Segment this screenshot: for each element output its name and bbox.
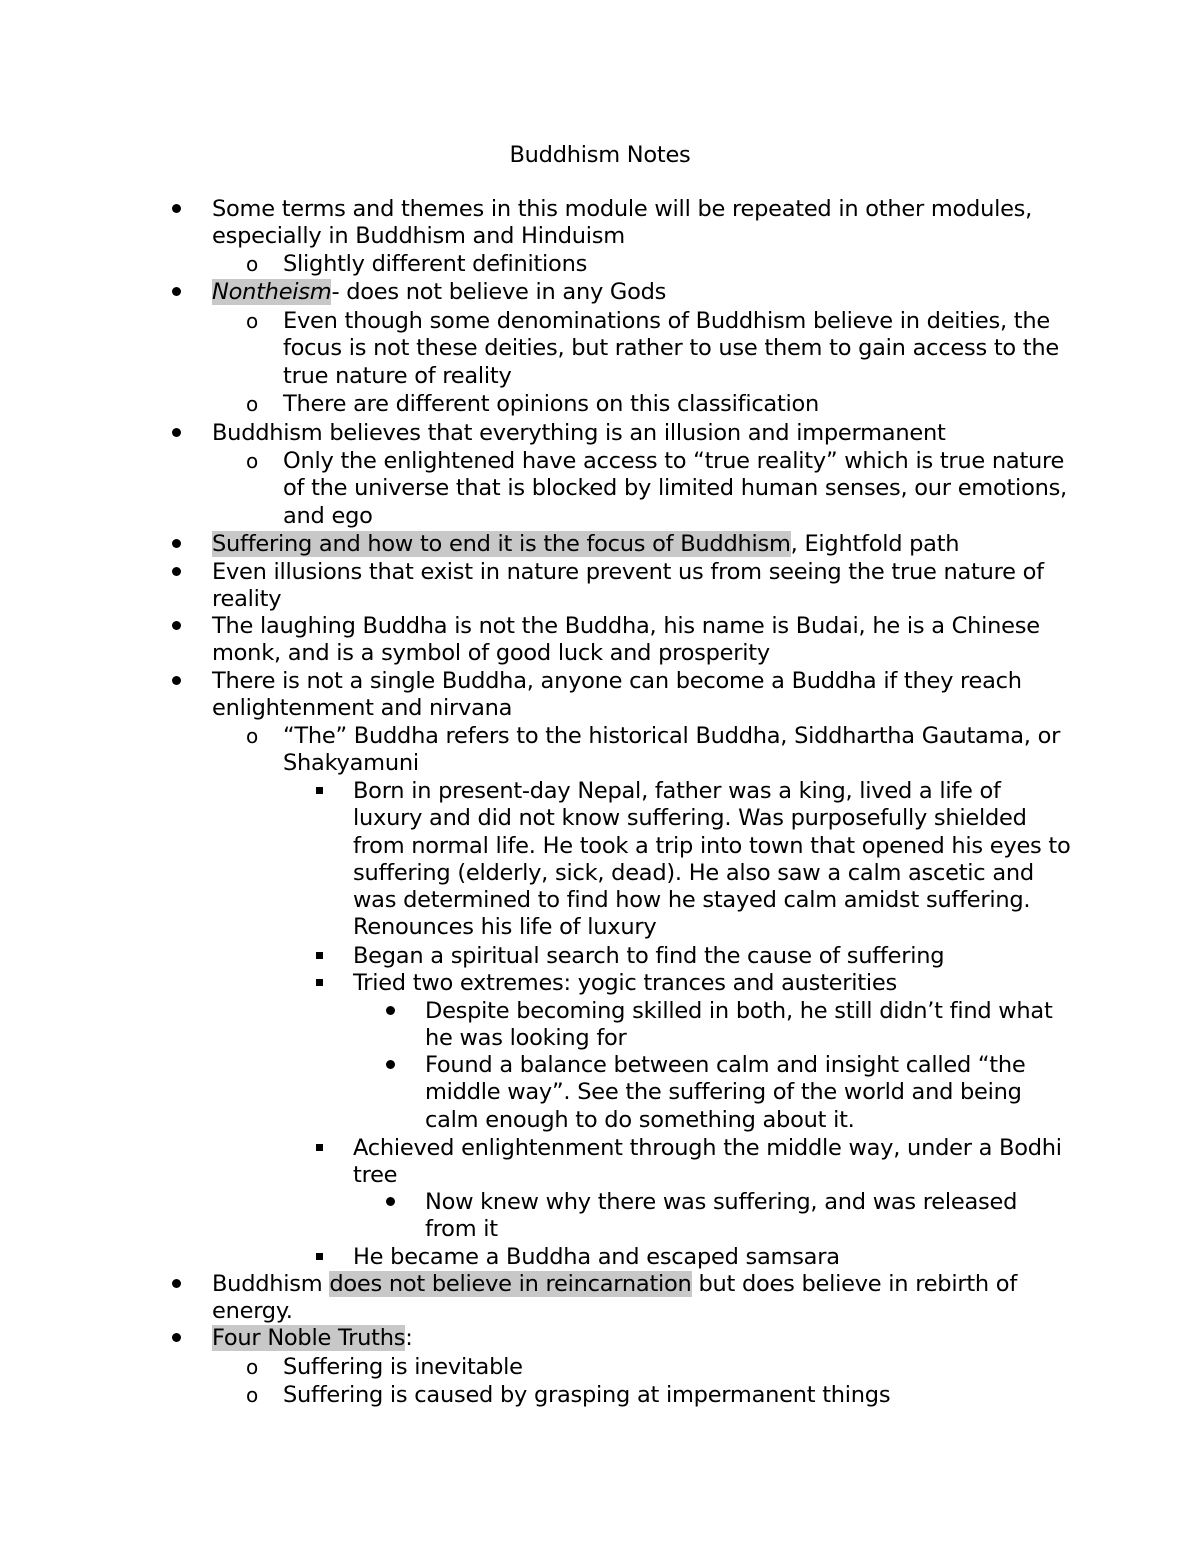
square-bullet-icon — [316, 1244, 323, 1271]
bullet-icon — [172, 531, 181, 558]
bullet-icon — [172, 420, 181, 447]
bullet-icon — [172, 559, 181, 586]
bullet-icon — [172, 1325, 181, 1352]
bullet-icon — [386, 998, 395, 1025]
bullet-icon — [386, 1189, 395, 1216]
circle-bullet-icon: o — [246, 1355, 258, 1379]
item-text: Even illusions that exist in nature prevent us from seeing the true nature of reality — [212, 559, 1044, 613]
square-bullet-icon — [316, 778, 323, 805]
square-bullet-icon — [316, 1135, 323, 1162]
item-text: Buddhism believes that everything is an illusion and impermanent — [212, 420, 946, 446]
bullet-icon — [172, 613, 181, 640]
item-text: Now knew why there was suffering, and was released from it — [425, 1189, 1018, 1243]
item-text-rest: : — [405, 1325, 413, 1351]
item-text-rest: , Eightfold path — [790, 531, 960, 557]
circle-bullet-icon: o — [246, 392, 258, 416]
item-text: He became a Buddha and escaped samsara — [353, 1244, 840, 1270]
item-text: Tried two extremes: yogic trances and austerities — [353, 970, 897, 996]
item-text: There are different opinions on this classification — [283, 391, 820, 417]
bullet-icon — [172, 196, 181, 223]
circle-bullet-icon: o — [246, 1383, 258, 1407]
item-text: Suffering is inevitable — [283, 1354, 523, 1380]
item-text: Began a spiritual search to find the cause of suffering — [353, 943, 945, 969]
square-bullet-icon — [316, 943, 323, 970]
item-text: Slightly different definitions — [283, 251, 588, 277]
square-bullet-icon — [316, 970, 323, 997]
circle-bullet-icon: o — [246, 449, 258, 473]
item-text — [212, 1271, 1072, 1326]
item-text: Suffering is caused by grasping at impermanent things — [283, 1382, 891, 1408]
item-text: Only the enlightened have access to “true reality” which is true nature of the universe that is blocked by limited human senses, our emotions, and ego — [283, 448, 1067, 529]
item-text-lead: Buddhism — [212, 1271, 330, 1297]
bullet-icon — [386, 1052, 395, 1079]
item-text-rest: - does not believe in any Gods — [331, 279, 667, 305]
circle-bullet-icon: o — [246, 252, 258, 276]
highlighted-phrase: does not believe in reincarnation — [329, 1271, 692, 1297]
bullet-icon — [172, 668, 181, 695]
highlighted-term: Nontheism — [212, 279, 332, 305]
item-text: Despite becoming skilled in both, he still didn’t find what he was looking for — [425, 998, 1053, 1052]
item-text: Achieved enlightenment through the middle way, under a Bodhi tree — [353, 1135, 1062, 1189]
item-text: Even though some denominations of Buddhism believe in deities, the focus is not these deities, but rather to use them to gain access to the true nature of reality — [283, 308, 1059, 389]
bullet-icon — [172, 1271, 181, 1298]
item-text — [212, 1325, 1072, 1352]
circle-bullet-icon: o — [246, 724, 258, 748]
item-text-rest: but does believe in rebirth of energy. — [212, 1271, 1017, 1325]
bullet-icon — [172, 279, 181, 306]
highlighted-phrase: Four Noble Truths — [212, 1325, 406, 1351]
document-title: Buddhism Notes — [509, 142, 691, 168]
item-text — [212, 531, 1072, 558]
item-text: There is not a single Buddha, anyone can become a Buddha if they reach enlightenment and nirvana — [212, 668, 1022, 722]
item-text: Found a balance between calm and insight called “the middle way”. See the suffering of the world and being calm enough to do something about it. — [425, 1052, 1026, 1133]
item-text: Born in present-day Nepal, father was a king, lived a life of luxury and did not know suffering. Was purposefully shielded from normal life. He took a trip into town that opened his eyes to suffering (elderly, sick, dead). He also saw a calm ascetic and was determined to find how he stayed calm amidst suffering. Renounces his life of luxury — [353, 778, 1071, 941]
item-text: “The” Buddha refers to the historical Buddha, Siddhartha Gautama, or Shakyamuni — [283, 723, 1061, 777]
circle-bullet-icon: o — [246, 309, 258, 333]
item-text — [212, 279, 1072, 306]
highlighted-phrase: Suffering and how to end it is the focus of Buddhism — [212, 531, 791, 557]
item-text: The laughing Buddha is not the Buddha, his name is Budai, he is a Chinese monk, and is a symbol of good luck and prosperity — [212, 613, 1040, 667]
item-text: Some terms and themes in this module will be repeated in other modules, especially in Buddhism and Hinduism — [212, 196, 1033, 250]
